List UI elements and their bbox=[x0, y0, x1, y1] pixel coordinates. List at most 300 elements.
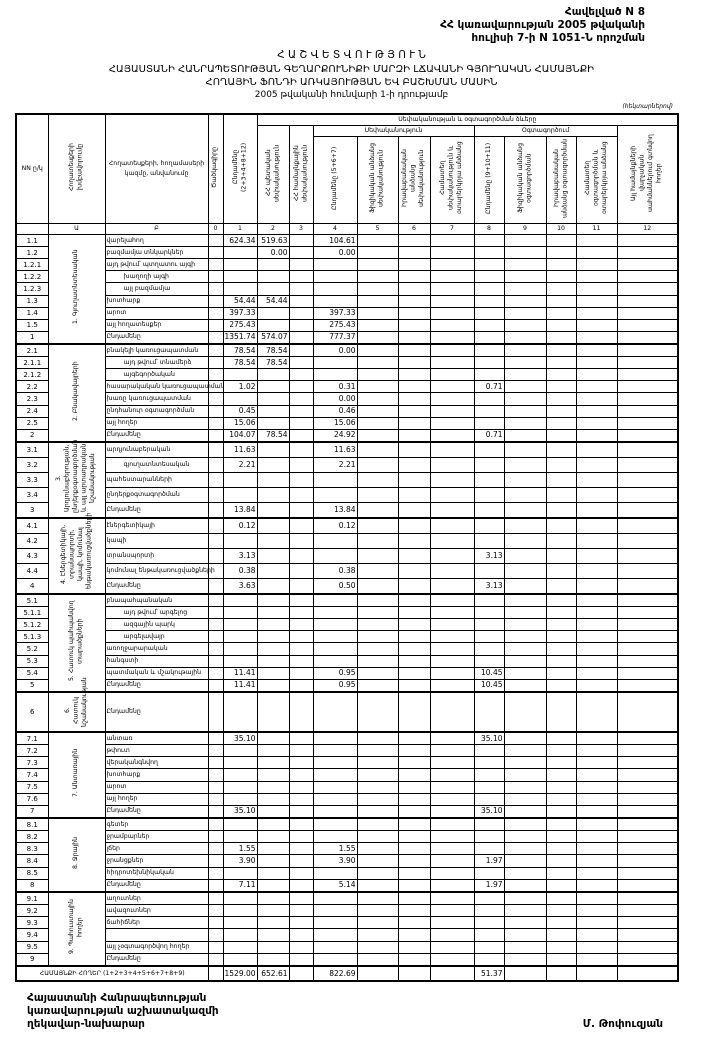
cell-col-5 bbox=[357, 745, 398, 757]
row-number: 4.2 bbox=[16, 534, 48, 549]
cell-col-12 bbox=[617, 344, 678, 357]
cell-col-0 bbox=[208, 487, 223, 502]
cell-col-0 bbox=[208, 594, 223, 607]
cell-col-3 bbox=[289, 417, 313, 429]
cell-col-7 bbox=[430, 879, 474, 892]
row-label: այլ հողեր bbox=[105, 417, 208, 429]
cell-col-6 bbox=[398, 369, 430, 381]
cell-col-6 bbox=[398, 502, 430, 518]
cell-col-3 bbox=[289, 953, 313, 966]
cell-col-0 bbox=[208, 769, 223, 781]
cell-col-3 bbox=[289, 643, 313, 655]
cell-col-10 bbox=[546, 331, 576, 344]
cell-col-3 bbox=[289, 271, 313, 283]
cell-col-4 bbox=[313, 369, 357, 381]
cell-col-0 bbox=[208, 271, 223, 283]
row-label: տրանսպորտի bbox=[105, 549, 208, 564]
cell-col-5 bbox=[357, 953, 398, 966]
row-label: արգելավայր bbox=[105, 631, 208, 643]
row-label: կապի bbox=[105, 534, 208, 549]
cell-col-11 bbox=[576, 692, 617, 732]
total-col-5 bbox=[357, 966, 398, 981]
cell-col-1 bbox=[223, 247, 257, 259]
cell-col-8 bbox=[474, 487, 504, 502]
cell-col-0 bbox=[208, 344, 223, 357]
cell-col-11 bbox=[576, 331, 617, 344]
cell-col-0 bbox=[208, 619, 223, 631]
group-label: 2. Բնակավայրերի bbox=[72, 361, 80, 421]
cell-col-5 bbox=[357, 247, 398, 259]
cell-col-2 bbox=[257, 757, 289, 769]
row-number: 1.2.2 bbox=[16, 271, 48, 283]
cell-col-8 bbox=[474, 235, 504, 247]
table-row bbox=[16, 235, 678, 247]
cell-col-6 bbox=[398, 879, 430, 892]
table-row bbox=[16, 344, 678, 357]
row-label: բազմամյա տնկարկներ bbox=[105, 247, 208, 259]
cell-col-4 bbox=[313, 953, 357, 966]
cell-col-12 bbox=[617, 331, 678, 344]
row-number: 3.3 bbox=[16, 473, 48, 488]
cell-col-2 bbox=[257, 867, 289, 879]
cell-col-3 bbox=[289, 831, 313, 843]
cell-col-10 bbox=[546, 307, 576, 319]
cell-col-10 bbox=[546, 781, 576, 793]
row-number: 4.4 bbox=[16, 563, 48, 578]
row-label: պատմական և մշակութային bbox=[105, 667, 208, 679]
cell-col-3 bbox=[289, 607, 313, 619]
header-col-7 bbox=[430, 137, 474, 224]
cell-col-7 bbox=[430, 307, 474, 319]
cell-col-12 bbox=[617, 369, 678, 381]
cell-col-7 bbox=[430, 929, 474, 941]
cell-col-7 bbox=[430, 679, 474, 692]
cell-col-2 bbox=[257, 892, 289, 905]
cell-col-1: 11.41 bbox=[223, 679, 257, 692]
cell-col-11 bbox=[576, 667, 617, 679]
cell-col-1: 2.21 bbox=[223, 458, 257, 473]
cell-col-2: 78.54 bbox=[257, 344, 289, 357]
row-label: բնակելի կառուցապատման bbox=[105, 344, 208, 357]
row-label: այլ հողեր bbox=[105, 793, 208, 805]
cell-col-4 bbox=[313, 769, 357, 781]
footer bbox=[27, 992, 663, 1031]
cell-col-7 bbox=[430, 905, 474, 917]
cell-col-9 bbox=[504, 417, 546, 429]
cell-col-3 bbox=[289, 805, 313, 818]
cell-col-6 bbox=[398, 518, 430, 534]
cell-col-4 bbox=[313, 941, 357, 953]
table-row bbox=[16, 429, 678, 442]
cell-col-11 bbox=[576, 793, 617, 805]
table-row bbox=[16, 534, 678, 549]
cell-col-8: 35.10 bbox=[474, 732, 504, 745]
row-label: Ընդամենը bbox=[105, 879, 208, 892]
cell-col-5 bbox=[357, 692, 398, 732]
cell-col-1: 7.11 bbox=[223, 879, 257, 892]
cell-col-9 bbox=[504, 549, 546, 564]
cell-col-2 bbox=[257, 259, 289, 271]
cell-col-9 bbox=[504, 769, 546, 781]
table-row bbox=[16, 879, 678, 892]
cell-col-5 bbox=[357, 344, 398, 357]
cell-col-4 bbox=[313, 781, 357, 793]
cell-col-12 bbox=[617, 831, 678, 843]
cell-col-10 bbox=[546, 692, 576, 732]
row-label: խոտհարք bbox=[105, 295, 208, 307]
cell-col-6 bbox=[398, 393, 430, 405]
row-number: 7.5 bbox=[16, 781, 48, 793]
row-number: 8.2 bbox=[16, 831, 48, 843]
cell-col-3 bbox=[289, 745, 313, 757]
header-group bbox=[48, 114, 105, 224]
cell-col-12 bbox=[617, 259, 678, 271]
cell-col-3 bbox=[289, 549, 313, 564]
cell-col-11 bbox=[576, 732, 617, 745]
cell-col-11 bbox=[576, 843, 617, 855]
cell-col-3 bbox=[289, 442, 313, 458]
cell-col-6 bbox=[398, 905, 430, 917]
cell-col-9 bbox=[504, 357, 546, 369]
cell-col-9 bbox=[504, 283, 546, 295]
cell-col-12 bbox=[617, 667, 678, 679]
row-number: 1.3 bbox=[16, 295, 48, 307]
cell-col-10 bbox=[546, 879, 576, 892]
column-number: 6 bbox=[398, 224, 430, 235]
cell-col-1: 11.41 bbox=[223, 667, 257, 679]
cell-col-11 bbox=[576, 344, 617, 357]
cell-col-4: 0.12 bbox=[313, 518, 357, 534]
cell-col-12 bbox=[617, 929, 678, 941]
cell-col-0 bbox=[208, 549, 223, 564]
cell-col-7 bbox=[430, 357, 474, 369]
cell-col-0 bbox=[208, 793, 223, 805]
row-number: 9.2 bbox=[16, 905, 48, 917]
cell-col-5 bbox=[357, 578, 398, 594]
cell-col-2 bbox=[257, 381, 289, 393]
cell-col-7 bbox=[430, 892, 474, 905]
cell-col-7 bbox=[430, 667, 474, 679]
cell-col-1: 78.54 bbox=[223, 344, 257, 357]
cell-col-9 bbox=[504, 667, 546, 679]
cell-col-11 bbox=[576, 831, 617, 843]
cell-col-5 bbox=[357, 405, 398, 417]
cell-col-12 bbox=[617, 892, 678, 905]
cell-col-8: 1.97 bbox=[474, 855, 504, 867]
cell-col-0 bbox=[208, 643, 223, 655]
group-label-cell bbox=[48, 235, 105, 345]
cell-col-2 bbox=[257, 518, 289, 534]
column-number: 3 bbox=[289, 224, 313, 235]
cell-col-7 bbox=[430, 732, 474, 745]
cell-col-10 bbox=[546, 679, 576, 692]
cell-col-12 bbox=[617, 619, 678, 631]
cell-col-8 bbox=[474, 295, 504, 307]
cell-col-2 bbox=[257, 818, 289, 831]
table-row bbox=[16, 405, 678, 417]
row-label: ջրամբարներ bbox=[105, 831, 208, 843]
cell-col-10 bbox=[546, 655, 576, 667]
cell-col-6 bbox=[398, 843, 430, 855]
total-col-2: 652.61 bbox=[257, 966, 289, 981]
table-row bbox=[16, 757, 678, 769]
cell-col-6 bbox=[398, 805, 430, 818]
cell-col-3 bbox=[289, 679, 313, 692]
cell-col-1: 78.54 bbox=[223, 357, 257, 369]
cell-col-9 bbox=[504, 594, 546, 607]
cell-col-0 bbox=[208, 631, 223, 643]
row-label: բնապահպանական bbox=[105, 594, 208, 607]
cell-col-2 bbox=[257, 843, 289, 855]
cell-col-3 bbox=[289, 283, 313, 295]
group-label: 4. Էներգետիկայի, տրանսպորտի, կապի, կոմունալ ենթակառուցվածքների bbox=[59, 512, 92, 589]
signatory-line: կառավարության աշխատակազմի bbox=[27, 1005, 219, 1017]
cell-col-12 bbox=[617, 793, 678, 805]
row-number: 5.4 bbox=[16, 667, 48, 679]
cell-col-11 bbox=[576, 518, 617, 534]
cell-col-8 bbox=[474, 331, 504, 344]
cell-col-11 bbox=[576, 679, 617, 692]
row-number: 9.5 bbox=[16, 941, 48, 953]
document-subtitle: ՀՈՂԱՅԻՆ ՖՈՆԴԻ ԱՌԿԱՅՈՒԹՅԱՆ ԵՎ ԲԱՇԽՄԱՆ ՄԱՍԻՆ bbox=[205, 77, 498, 88]
cell-col-12 bbox=[617, 518, 678, 534]
header-col-0-text: Ծածկագիրը bbox=[211, 146, 219, 188]
cell-col-11 bbox=[576, 769, 617, 781]
cell-col-4: 15.06 bbox=[313, 417, 357, 429]
cell-col-6 bbox=[398, 745, 430, 757]
cell-col-5 bbox=[357, 307, 398, 319]
cell-col-1 bbox=[223, 271, 257, 283]
cell-col-3 bbox=[289, 855, 313, 867]
cell-col-0 bbox=[208, 905, 223, 917]
row-number: 2.5 bbox=[16, 417, 48, 429]
cell-col-7 bbox=[430, 818, 474, 831]
cell-col-11 bbox=[576, 417, 617, 429]
cell-col-8 bbox=[474, 769, 504, 781]
header-top: Սեփականության և օգտագործման ձևերը bbox=[257, 114, 678, 126]
cell-col-2 bbox=[257, 631, 289, 643]
cell-col-2 bbox=[257, 442, 289, 458]
table-row bbox=[16, 655, 678, 667]
cell-col-0 bbox=[208, 502, 223, 518]
row-label: հասարակական կառուցապատման bbox=[105, 381, 208, 393]
cell-col-6 bbox=[398, 732, 430, 745]
column-number: 2 bbox=[257, 224, 289, 235]
cell-col-1 bbox=[223, 594, 257, 607]
row-label: ջրանցքներ bbox=[105, 855, 208, 867]
table-row bbox=[16, 892, 678, 905]
cell-col-4 bbox=[313, 793, 357, 805]
cell-col-4: 104.61 bbox=[313, 235, 357, 247]
cell-col-9 bbox=[504, 879, 546, 892]
cell-col-12 bbox=[617, 953, 678, 966]
row-number: 3.4 bbox=[16, 487, 48, 502]
cell-col-0 bbox=[208, 578, 223, 594]
cell-col-9 bbox=[504, 429, 546, 442]
cell-col-1 bbox=[223, 692, 257, 732]
cell-col-5 bbox=[357, 679, 398, 692]
cell-col-1 bbox=[223, 818, 257, 831]
cell-col-10 bbox=[546, 549, 576, 564]
total-col-9 bbox=[504, 966, 546, 981]
cell-col-11 bbox=[576, 745, 617, 757]
cell-col-8: 3.13 bbox=[474, 578, 504, 594]
cell-col-3 bbox=[289, 487, 313, 502]
row-label: արոտ bbox=[105, 781, 208, 793]
cell-col-9 bbox=[504, 607, 546, 619]
cell-col-12 bbox=[617, 487, 678, 502]
cell-col-10 bbox=[546, 518, 576, 534]
cell-col-4: 0.95 bbox=[313, 679, 357, 692]
cell-col-1 bbox=[223, 781, 257, 793]
row-number: 2.3 bbox=[16, 393, 48, 405]
cell-col-10 bbox=[546, 917, 576, 929]
cell-col-5 bbox=[357, 283, 398, 295]
cell-col-10 bbox=[546, 344, 576, 357]
row-number: 5.1.2 bbox=[16, 619, 48, 631]
cell-col-12 bbox=[617, 271, 678, 283]
cell-col-12 bbox=[617, 769, 678, 781]
cell-col-10 bbox=[546, 667, 576, 679]
cell-col-8 bbox=[474, 793, 504, 805]
cell-col-5 bbox=[357, 502, 398, 518]
row-number: 8.4 bbox=[16, 855, 48, 867]
cell-col-0 bbox=[208, 843, 223, 855]
cell-col-3 bbox=[289, 929, 313, 941]
cell-col-9 bbox=[504, 917, 546, 929]
cell-col-5 bbox=[357, 732, 398, 745]
table-row bbox=[16, 502, 678, 518]
cell-col-0 bbox=[208, 929, 223, 941]
header-col-10-text: Իրավաբանական անձանց օգտագործման bbox=[552, 138, 568, 218]
cell-col-6 bbox=[398, 679, 430, 692]
header-col-11 bbox=[576, 137, 617, 224]
header-col-8 bbox=[474, 137, 504, 224]
cell-col-3 bbox=[289, 578, 313, 594]
cell-col-12 bbox=[617, 357, 678, 369]
header-name: Հողատեսքերի, հողամասերի կազմը, անվանումը bbox=[105, 114, 208, 224]
cell-col-9 bbox=[504, 518, 546, 534]
row-number: 5.1 bbox=[16, 594, 48, 607]
cell-col-9 bbox=[504, 692, 546, 732]
cell-col-6 bbox=[398, 381, 430, 393]
cell-col-9 bbox=[504, 295, 546, 307]
cell-col-5 bbox=[357, 357, 398, 369]
cell-col-6 bbox=[398, 941, 430, 953]
cell-col-10 bbox=[546, 381, 576, 393]
cell-col-4 bbox=[313, 917, 357, 929]
header-col-9 bbox=[504, 137, 546, 224]
cell-col-8 bbox=[474, 442, 504, 458]
cell-col-7 bbox=[430, 917, 474, 929]
row-number: 7 bbox=[16, 805, 48, 818]
cell-col-4 bbox=[313, 619, 357, 631]
cell-col-10 bbox=[546, 607, 576, 619]
cell-col-9 bbox=[504, 905, 546, 917]
row-label: ավազուտներ bbox=[105, 905, 208, 917]
cell-col-8 bbox=[474, 393, 504, 405]
table-wrapper bbox=[15, 113, 703, 982]
cell-col-2: 78.54 bbox=[257, 429, 289, 442]
cell-col-5 bbox=[357, 295, 398, 307]
cell-col-5 bbox=[357, 381, 398, 393]
table-row bbox=[16, 732, 678, 745]
cell-col-7 bbox=[430, 405, 474, 417]
cell-col-12 bbox=[617, 631, 678, 643]
row-number: 1.4 bbox=[16, 307, 48, 319]
column-number: 0 bbox=[208, 224, 223, 235]
cell-col-12 bbox=[617, 295, 678, 307]
cell-col-12 bbox=[617, 843, 678, 855]
cell-col-5 bbox=[357, 855, 398, 867]
cell-col-7 bbox=[430, 805, 474, 818]
cell-col-7 bbox=[430, 283, 474, 295]
cell-col-3 bbox=[289, 357, 313, 369]
cell-col-8: 0.71 bbox=[474, 429, 504, 442]
cell-col-2 bbox=[257, 594, 289, 607]
header-col-3 bbox=[289, 126, 313, 224]
cell-col-6 bbox=[398, 331, 430, 344]
row-number: 2.1 bbox=[16, 344, 48, 357]
cell-col-3 bbox=[289, 458, 313, 473]
cell-col-6 bbox=[398, 855, 430, 867]
cell-col-8 bbox=[474, 518, 504, 534]
cell-col-3 bbox=[289, 892, 313, 905]
header-col-10 bbox=[546, 137, 576, 224]
group-label-cell bbox=[48, 344, 105, 442]
header-col-9-text: Ֆիզիկական անձանց օգտագործման bbox=[516, 142, 532, 214]
cell-col-10 bbox=[546, 953, 576, 966]
cell-col-6 bbox=[398, 357, 430, 369]
table-row bbox=[16, 805, 678, 818]
cell-col-0 bbox=[208, 442, 223, 458]
row-label: Ընդամենը bbox=[105, 331, 208, 344]
header-no: NN ը/կ bbox=[16, 114, 48, 224]
table-row bbox=[16, 307, 678, 319]
cell-col-8 bbox=[474, 344, 504, 357]
cell-col-10 bbox=[546, 502, 576, 518]
cell-col-12 bbox=[617, 247, 678, 259]
cell-col-10 bbox=[546, 369, 576, 381]
row-label: պահեստարանների bbox=[105, 473, 208, 488]
row-label: գետեր bbox=[105, 818, 208, 831]
cell-col-4: 777.37 bbox=[313, 331, 357, 344]
row-label: Ընդամենը bbox=[105, 953, 208, 966]
cell-col-1 bbox=[223, 953, 257, 966]
cell-col-0 bbox=[208, 917, 223, 929]
cell-col-6 bbox=[398, 487, 430, 502]
cell-col-12 bbox=[617, 757, 678, 769]
cell-col-0 bbox=[208, 867, 223, 879]
row-number: 8.5 bbox=[16, 867, 48, 879]
cell-col-7 bbox=[430, 855, 474, 867]
cell-col-6 bbox=[398, 458, 430, 473]
cell-col-3 bbox=[289, 867, 313, 879]
cell-col-1 bbox=[223, 831, 257, 843]
cell-col-7 bbox=[430, 331, 474, 344]
cell-col-2 bbox=[257, 393, 289, 405]
cell-col-0 bbox=[208, 307, 223, 319]
cell-col-4: 0.00 bbox=[313, 247, 357, 259]
column-number: 1 bbox=[223, 224, 257, 235]
cell-col-5 bbox=[357, 331, 398, 344]
cell-col-8 bbox=[474, 594, 504, 607]
cell-col-9 bbox=[504, 369, 546, 381]
table-row bbox=[16, 692, 678, 732]
cell-col-2 bbox=[257, 563, 289, 578]
cell-col-3 bbox=[289, 793, 313, 805]
cell-col-6 bbox=[398, 929, 430, 941]
